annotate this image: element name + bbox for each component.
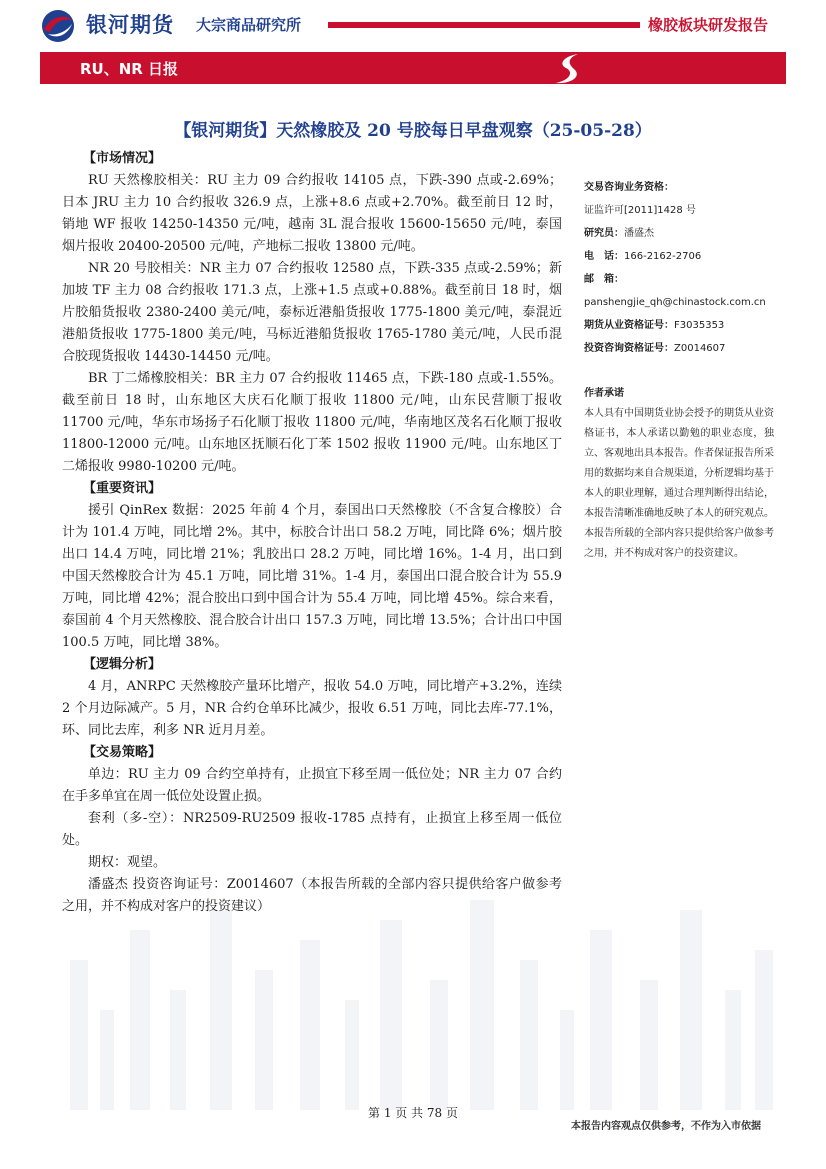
phone-value: 166-2162-2706: [624, 251, 702, 262]
section-heading-logic: 【逻辑分析】: [83, 657, 162, 672]
futures-cert-value: F3035353: [674, 320, 725, 331]
institute-name: 大宗商品研究所: [196, 16, 302, 34]
company-name: 银河期货: [86, 13, 174, 37]
galaxy-futures-logo-icon: [38, 8, 78, 44]
paragraph-options: 期权：观望。: [88, 855, 167, 870]
swoosh-icon: [544, 50, 594, 86]
invest-cert-label: 投资咨询资格证号：: [584, 343, 674, 354]
report-type: 橡胶板块研发报告: [648, 16, 769, 34]
section-heading-news: 【重要资讯】: [83, 481, 162, 496]
email-value: panshengjie_qh@chinastock.com.cn: [584, 297, 766, 308]
qualification-value: 证监许可[2011]1428 号: [584, 205, 696, 216]
paragraph-logic: 4 月，ANRPC 天然橡胶产量环比增产，报收 54.0 万吨，同比增产+3.2%，连续 2 个月边际减产。5 月，NR 合约仓单环比减少，报收 6.51 万吨，同比去库-77.1%，环、同比去库，利多 NR 近月月差。: [62, 679, 562, 738]
watermark-graphic: [60, 870, 780, 1110]
header-rule: [328, 22, 640, 28]
paragraph-arbitrage: 套利（多-空）：NR2509-RU2509 报收-1785 点持有，止损宜上移至周一低位处。: [62, 811, 562, 848]
section-heading-strategy: 【交易策略】: [83, 745, 162, 760]
paragraph-br: BR 丁二烯橡胶相关：BR 主力 07 合约报收 11465 点，下跌-180 点或-1.55%。截至前日 18 时，山东地区大庆石化顺丁报收 11800 元/吨，山东民营顺丁报收 11700 元/吨，华东市场扬子石化顺丁报收 11800 元/吨，华南地区茂名石化顺丁报收 11800-12000 元/吨。山东地区抚顺石化丁苯 1502 报收 11900 元/吨。山东地区丁二烯报收 9980-10200 元/吨。: [62, 371, 562, 474]
email-label: 邮 箱：: [584, 274, 624, 285]
phone-label: 电 话：: [584, 251, 624, 262]
section-heading-market: 【市场情况】: [83, 151, 162, 166]
researcher-name: 潘盛杰: [624, 228, 654, 239]
paragraph-analyst-note: 潘盛杰 投资咨询证号：Z0014607（本报告所载的全部内容只提供给客户做参考之用，并不构成对客户的投资建议）: [62, 877, 562, 914]
statement-text: 本人具有中国期货业协会授予的期货从业资格证书，本人承诺以勤勉的职业态度，独立、客观地出具本报告。作者保证报告所采用的数据均来自合规渠道，分析逻辑均基于本人的职业理解，通过合理判断得出结论，本报告清晰准确地反映了本人的研究观点。本报告所载的全部内容只提供给客户做参考之用，并不构成对客户的投资建议。: [584, 408, 774, 559]
researcher-label: 研究员：: [584, 228, 624, 239]
report-body: [62, 148, 562, 918]
author-sidebar: [584, 176, 774, 564]
statement-heading: 作者承诺: [584, 388, 624, 399]
paragraph-nr: NR 20 号胶相关：NR 主力 07 合约报收 12580 点，下跌-335 点或-2.59%；新加坡 TF 主力 08 合约报收 171.3 点，上涨+1.5 点或+0.88%。截至前日 18 时，烟片胶船货报收 2380-2400 美元/吨，泰标近港船货报收 1775-1800 美元/吨，泰混近港船货报收 1775-1800 美元/吨，马标近港船货报收 1765-1780 美元/吨，人民币混合胶现货报收 14430-14450 元/吨。: [62, 261, 562, 364]
document-title: 【银河期货】天然橡胶及 20 号胶每日早盘观察（25-05-28）: [174, 121, 652, 141]
band-title: RU、NR 日报: [80, 60, 179, 78]
futures-cert-label: 期货从业资格证号：: [584, 320, 674, 331]
footer-disclaimer: 本报告内容观点仅供参考，不作为入市依据: [571, 1121, 761, 1132]
page-number: 第 1 页 共 78 页: [368, 1106, 458, 1120]
paragraph-single-side: 单边：RU 主力 09 合约空单持有，止损宜下移至周一低位处；NR 主力 07 合约在手多单宜在周一低位处设置止损。: [62, 767, 562, 804]
paragraph-ru: RU 天然橡胶相关：RU 主力 09 合约报收 14105 点，下跌-390 点或-2.69%；日本 JRU 主力 10 合约报收 326.9 点，上涨+8.6 点或+2.70%。截至前日 12 时，销地 WF 报收 14250-14350 元/吨，越南 3L 混合报收 15600-15650 元/吨，泰国烟片报收 20400-20500 元/吨，产地标二报收 13800 元/吨。: [62, 173, 562, 254]
qualification-label: 交易咨询业务资格：: [584, 182, 674, 193]
paragraph-news: 援引 QinRex 数据：2025 年前 4 个月，泰国出口天然橡胶（不含复合橡胶）合计为 101.4 万吨，同比增 2%。其中，标胶合计出口 58.2 万吨，同比降 6%；烟片胶出口 14.4 万吨，同比增 21%；乳胶出口 28.2 万吨，同比增 16%。1-4 月，出口到中国天然橡胶合计为 45.1 万吨，同比增 31%。1-4 月，泰国出口混合胶合计为 55.9 万吨，同比增 42%；混合胶出口到中国合计为 55.4 万吨，同比增 45%。综合来看，泰国前 4 个月天然橡胶、混合胶合计出口 157.3 万吨，同比增 13.5%；合计出口中国 100.5 万吨，同比增 38%。: [62, 503, 562, 650]
invest-cert-value: Z0014607: [674, 343, 726, 354]
report-header: [0, 0, 826, 50]
